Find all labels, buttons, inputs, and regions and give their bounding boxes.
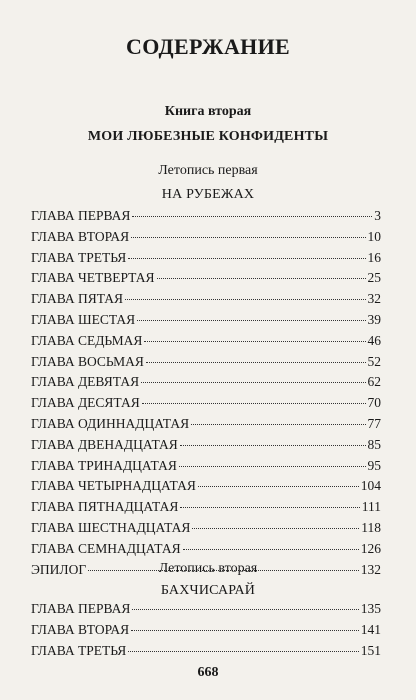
toc-entry (31, 599, 381, 620)
toc-entry (31, 393, 381, 414)
toc-entry-page: 151 (360, 642, 381, 658)
toc-entry-title: ЭПИЛОГ (31, 561, 87, 577)
dot-leader (157, 278, 366, 279)
toc-entry (31, 352, 381, 373)
dot-leader (128, 258, 365, 259)
dot-leader (131, 630, 359, 631)
toc-entry-title: ГЛАВА ДЕВЯТАЯ (31, 374, 140, 390)
toc-entry-page: 16 (367, 249, 381, 265)
chronicle-2-label: Летопись вторая (158, 561, 258, 576)
toc-list-chronicle-2 (31, 599, 381, 661)
book-name: МОИ ЛЮБЕЗНЫЕ КОНФИДЕНТЫ (87, 129, 329, 144)
toc-entry-page: 46 (367, 332, 381, 348)
dot-leader (179, 466, 366, 467)
toc-entry-title: ГЛАВА ШЕСТНАДЦАТАЯ (31, 519, 191, 535)
toc-entry (31, 331, 381, 352)
toc-entry (31, 539, 381, 560)
toc-entry-page: 39 (367, 311, 381, 327)
toc-entry-page: 95 (367, 457, 381, 473)
page-title: СОДЕРЖАНИЕ (126, 34, 290, 59)
dot-leader (141, 382, 365, 383)
toc-entry-title: ГЛАВА ТРЕТЬЯ (31, 249, 127, 265)
dot-leader (180, 445, 366, 446)
dot-leader (144, 341, 365, 342)
toc-entry-title: ГЛАВА ТРЕТЬЯ (31, 642, 127, 658)
toc-entry (31, 518, 381, 539)
dot-leader (132, 609, 358, 610)
chronicle-1-name: НА РУБЕЖАХ (161, 187, 255, 202)
toc-entry-page: 32 (367, 291, 381, 307)
toc-entry-title: ГЛАВА ВТОРАЯ (31, 621, 130, 637)
toc-entry-title: ГЛАВА ВТОРАЯ (31, 228, 130, 244)
page-number: 668 (197, 665, 219, 680)
toc-entry-title: ГЛАВА ОДИННАДЦАТАЯ (31, 415, 190, 431)
toc-entry-title: ГЛАВА ДЕСЯТАЯ (31, 395, 140, 411)
toc-entry-page: 25 (367, 270, 381, 286)
toc-entry (31, 476, 381, 497)
toc-entry-page: 10 (367, 228, 381, 244)
dot-leader (198, 486, 359, 487)
toc-entry (31, 206, 381, 227)
toc-entry-page: 62 (367, 374, 381, 390)
toc-entry (31, 310, 381, 331)
toc-entry-title: ГЛАВА ДВЕНАДЦАТАЯ (31, 436, 178, 452)
toc-entry-page: 70 (367, 395, 381, 411)
dot-leader (125, 299, 365, 300)
toc-entry (31, 641, 381, 662)
toc-entry (31, 227, 381, 248)
toc-entry-title: ГЛАВА ВОСЬМАЯ (31, 353, 144, 369)
toc-entry-title: ГЛАВА СЕДЬМАЯ (31, 332, 143, 348)
toc-entry-title: ГЛАВА ШЕСТАЯ (31, 311, 136, 327)
dot-leader (183, 549, 359, 550)
dot-leader (192, 528, 359, 529)
book-label: Книга вторая (164, 104, 252, 119)
toc-entry-page: 104 (360, 478, 381, 494)
toc-entry-page: 52 (367, 353, 381, 369)
toc-entry-page: 85 (367, 436, 381, 452)
toc-entry-page: 135 (360, 601, 381, 616)
dot-leader (131, 237, 365, 238)
toc-entry-page: 118 (361, 519, 381, 535)
dot-leader (191, 424, 365, 425)
toc-entry (31, 248, 381, 269)
toc-entry (31, 372, 381, 393)
dot-leader (180, 507, 359, 508)
toc-list-chronicle-1 (31, 206, 381, 580)
toc-entry-page: 111 (361, 499, 381, 515)
chronicle-2-name: БАХЧИСАРАЙ (160, 583, 256, 598)
toc-entry-title: ГЛАВА ПЕРВАЯ (31, 601, 131, 616)
dot-leader (132, 216, 372, 217)
dot-leader (142, 403, 366, 404)
toc-entry-title: ГЛАВА ЧЕТВЕРТАЯ (31, 270, 155, 286)
dot-leader (128, 651, 358, 652)
toc-entry (31, 414, 381, 435)
toc-entry-page: 141 (360, 621, 381, 637)
dot-leader (137, 320, 365, 321)
toc-entry (31, 456, 381, 477)
toc-entry (31, 435, 381, 456)
dot-leader (146, 362, 366, 363)
toc-entry-title: ГЛАВА ПЕРВАЯ (31, 208, 131, 223)
toc-entry (31, 497, 381, 518)
chronicle-1-label: Летопись первая (158, 163, 258, 178)
toc-entry-title: ГЛАВА ПЯТАЯ (31, 291, 124, 307)
toc-entry-title: ГЛАВА ЧЕТЫРНАДЦАТАЯ (31, 478, 196, 494)
toc-entry-page: 3 (374, 208, 381, 223)
toc-entry (31, 620, 381, 641)
toc-entry-page: 77 (367, 415, 381, 431)
toc-entry-title: ГЛАВА ПЯТНАДЦАТАЯ (31, 499, 179, 515)
toc-entry (31, 268, 381, 289)
toc-entry (31, 289, 381, 310)
toc-entry-title: ГЛАВА СЕМНАДЦАТАЯ (31, 540, 181, 556)
toc-entry-title: ГЛАВА ТРИНАДЦАТАЯ (31, 457, 177, 473)
toc-entry-page: 126 (360, 540, 381, 556)
toc-entry-page: 132 (360, 561, 381, 577)
